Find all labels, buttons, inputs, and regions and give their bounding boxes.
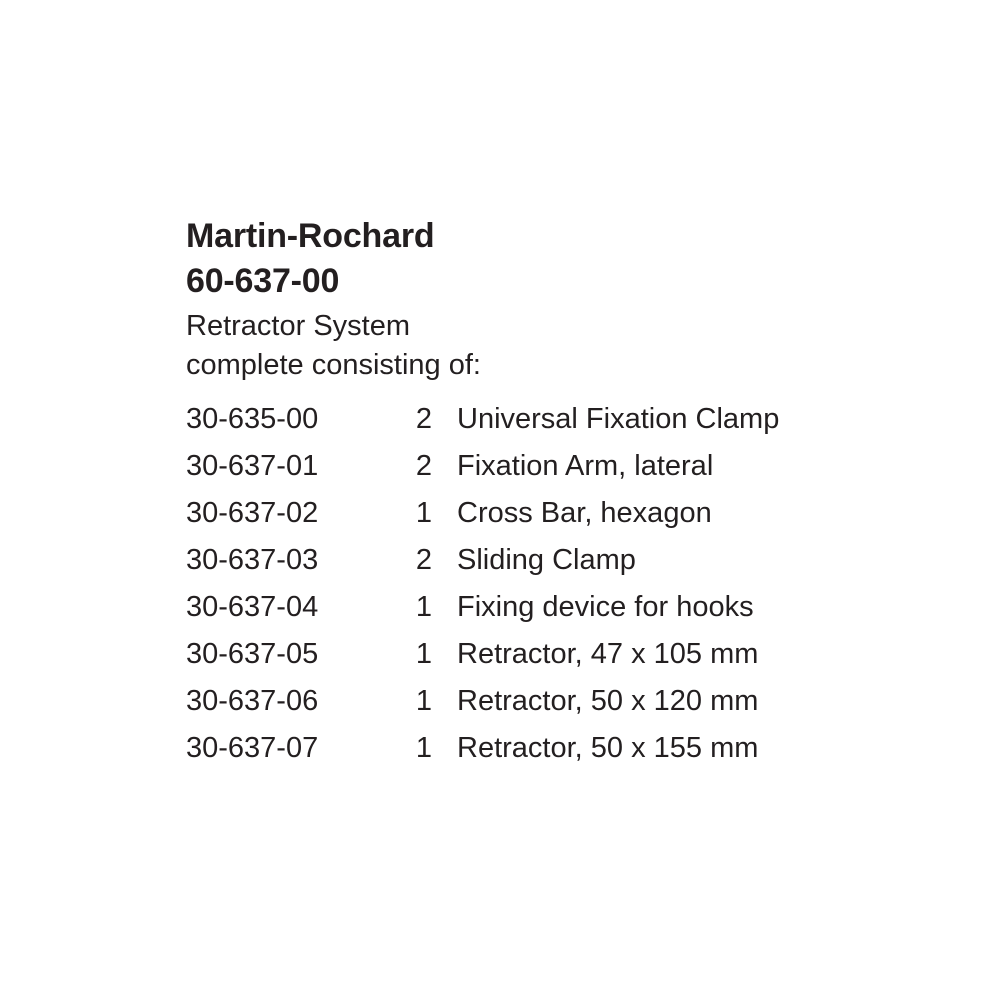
part-description: Retractor, 50 x 120 mm <box>457 684 759 717</box>
part-code: 30-637-02 <box>186 496 319 529</box>
list-item <box>186 537 976 584</box>
part-quantity: 2 <box>415 449 433 482</box>
part-quantity: 1 <box>415 684 433 717</box>
part-code: 30-637-04 <box>186 590 319 623</box>
part-description: Cross Bar, hexagon <box>457 496 712 529</box>
part-code: 30-637-01 <box>186 449 319 482</box>
part-quantity: 2 <box>415 543 433 576</box>
list-item <box>186 490 976 537</box>
product-spec-block <box>186 218 976 772</box>
part-description: Fixing device for hooks <box>457 590 754 623</box>
part-code: 30-635-00 <box>186 402 319 435</box>
part-code: 30-637-03 <box>186 543 319 576</box>
part-quantity: 1 <box>415 496 433 529</box>
list-item <box>186 631 976 678</box>
list-item <box>186 678 976 725</box>
consisting-of-label: complete consisting of: <box>186 348 481 381</box>
list-item <box>186 396 976 443</box>
product-title: Martin-Rochard <box>186 217 435 255</box>
part-code: 30-637-07 <box>186 731 319 764</box>
product-subtitle: Retractor System <box>186 310 410 343</box>
part-quantity: 1 <box>415 637 433 670</box>
part-quantity: 1 <box>415 731 433 764</box>
part-description: Fixation Arm, lateral <box>457 449 714 482</box>
part-quantity: 1 <box>415 590 433 623</box>
list-item <box>186 725 976 772</box>
product-code: 60-637-00 <box>186 261 340 300</box>
part-description: Sliding Clamp <box>457 543 636 576</box>
part-code: 30-637-05 <box>186 637 319 670</box>
part-code: 30-637-06 <box>186 684 319 717</box>
part-quantity: 2 <box>415 402 433 435</box>
list-item <box>186 584 976 631</box>
list-item <box>186 443 976 490</box>
part-description: Retractor, 50 x 155 mm <box>457 731 759 764</box>
part-description: Retractor, 47 x 105 mm <box>457 637 759 670</box>
part-description: Universal Fixation Clamp <box>457 402 780 435</box>
parts-list <box>186 396 976 772</box>
